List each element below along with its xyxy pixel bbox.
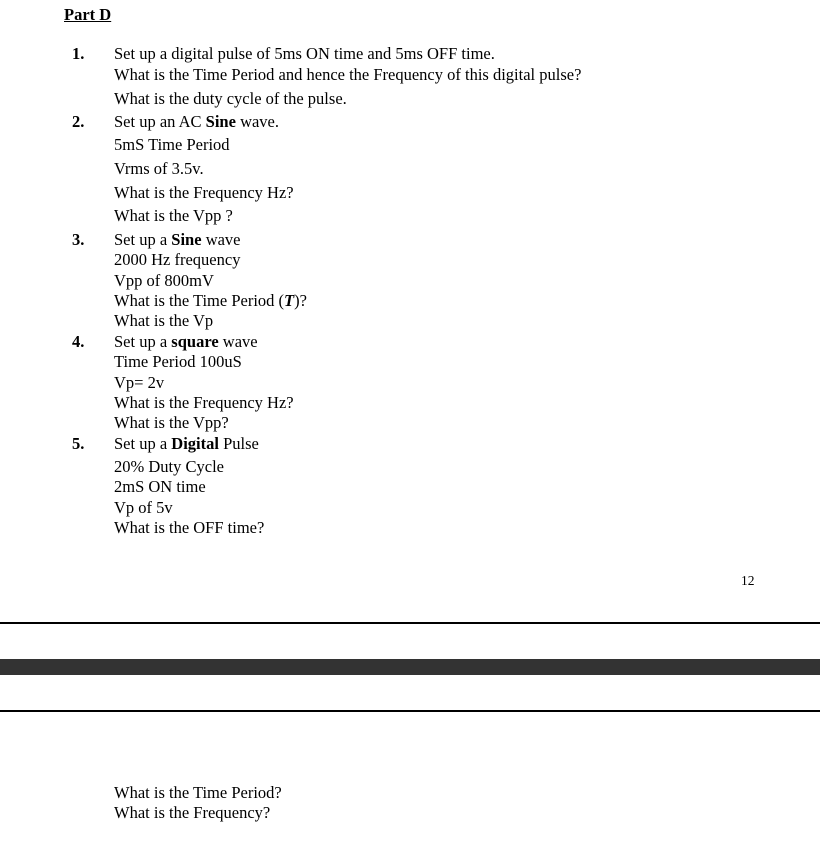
next-page-line: What is the Time Period? (114, 783, 282, 802)
item-line: What is the Time Period (T)? (114, 291, 307, 310)
item-line: Vp= 2v (114, 373, 165, 392)
item-line: 2000 Hz frequency (114, 250, 241, 269)
page-gap-band (0, 659, 820, 675)
page-separator-top (0, 622, 820, 624)
item-number: 1. (72, 44, 85, 63)
item-line: Vp of 5v (114, 498, 173, 517)
item-line: Vrms of 3.5v. (114, 159, 204, 178)
item-line: Set up a digital pulse of 5ms ON time and 5ms OFF time. (114, 44, 495, 63)
item-line: 2mS ON time (114, 477, 206, 496)
next-page-line: What is the Frequency? (114, 803, 271, 822)
item-line: What is the Vpp ? (114, 206, 233, 225)
item-number: 2. (72, 112, 85, 131)
item-line: Set up an AC Sine wave. (114, 112, 280, 131)
item-line: 5mS Time Period (114, 135, 230, 154)
item-number: 4. (72, 332, 85, 351)
item-line: 20% Duty Cycle (114, 457, 224, 476)
page-heading: Part D (64, 5, 112, 24)
item-line: What is the Vpp? (114, 413, 229, 432)
item-line: Set up a Sine wave (114, 230, 241, 249)
item-line: What is the Time Period and hence the Frequency of this digital pulse? (114, 65, 582, 84)
item-number: 5. (72, 434, 85, 453)
item-line: What is the duty cycle of the pulse. (114, 89, 347, 108)
page-separator-bottom (0, 710, 820, 712)
item-number: 3. (72, 230, 85, 249)
item-line: What is the Frequency Hz? (114, 393, 294, 412)
item-line: Vpp of 800mV (114, 271, 214, 290)
item-line: What is the Vp (114, 311, 214, 330)
page-number: 12 (741, 573, 755, 588)
item-line: Set up a square wave (114, 332, 258, 351)
item-line: Time Period 100uS (114, 352, 242, 371)
item-line: What is the OFF time? (114, 518, 265, 537)
item-line: Set up a Digital Pulse (114, 434, 259, 453)
item-line: What is the Frequency Hz? (114, 183, 294, 202)
